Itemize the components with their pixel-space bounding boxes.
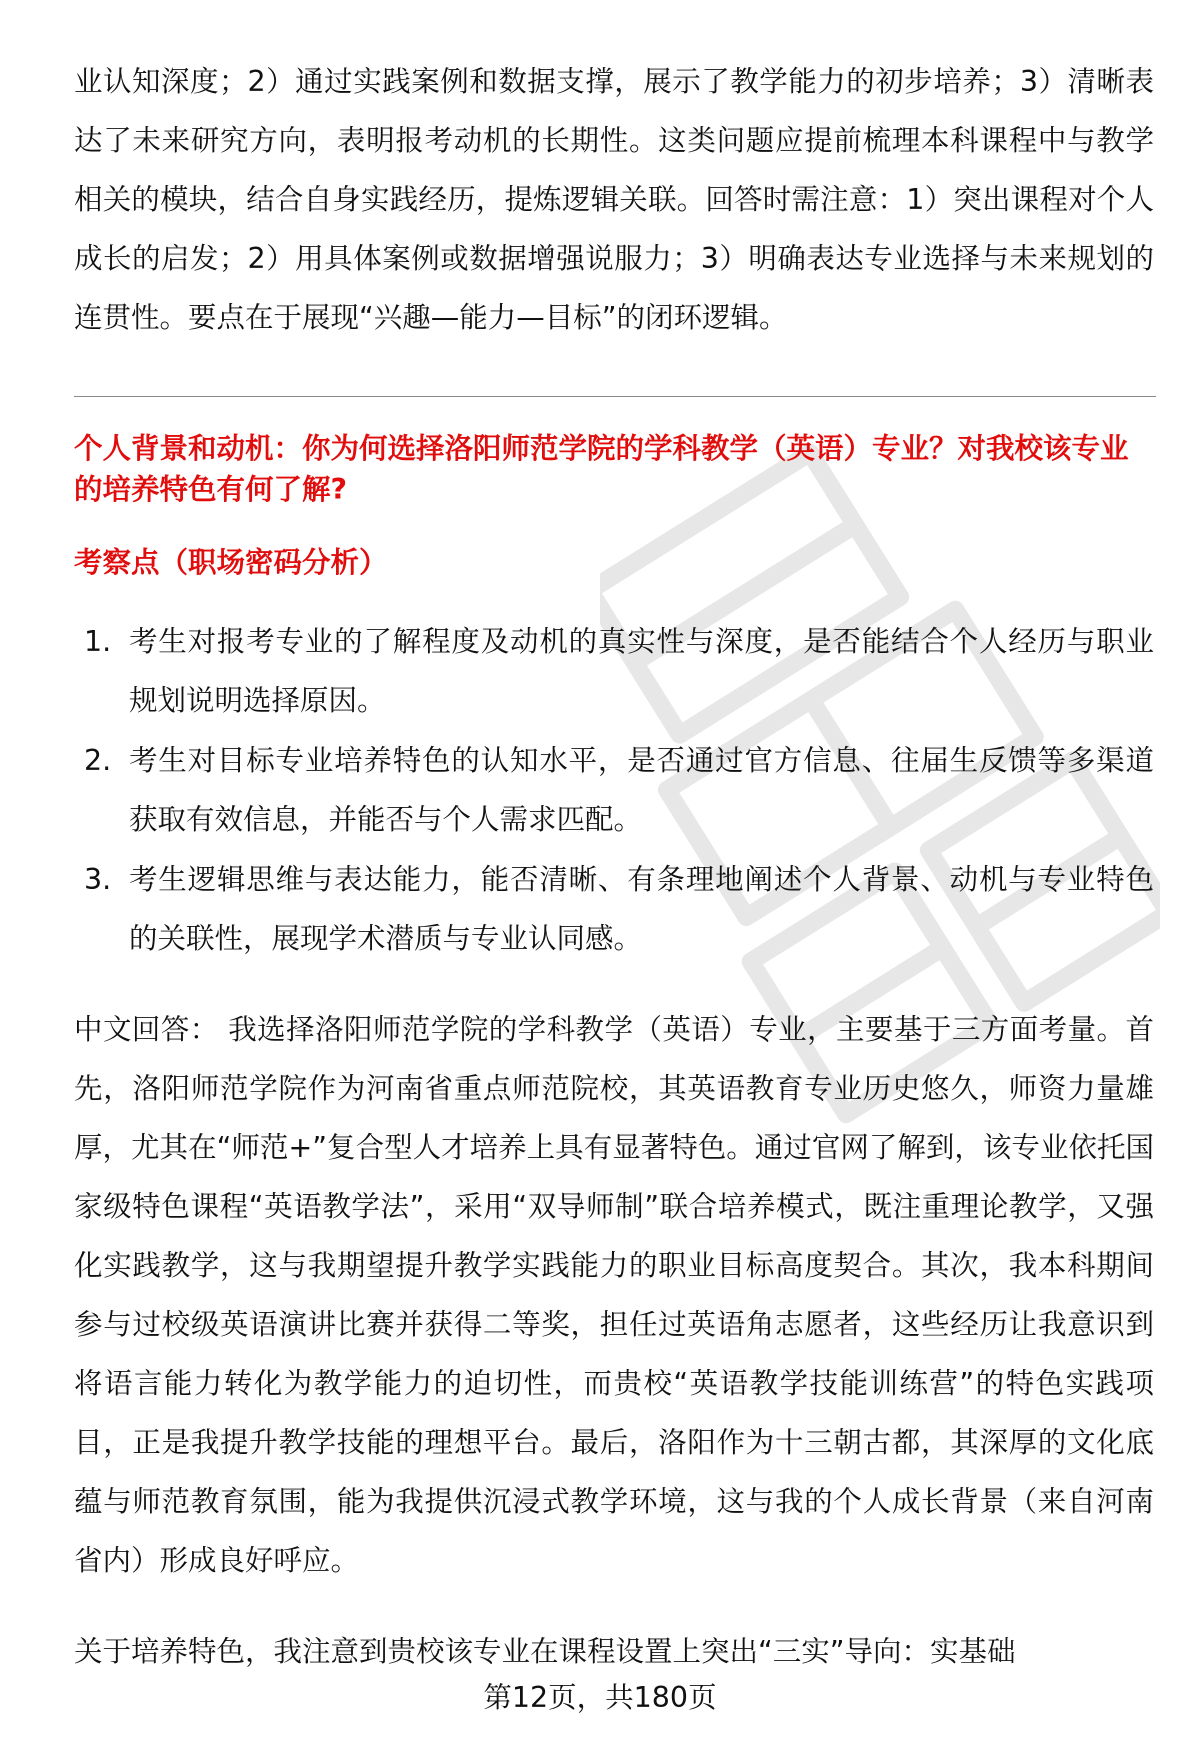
list-item-number: 3.: [84, 863, 112, 896]
answer-paragraph: 中文回答： 我选择洛阳师范学院的学科教学（英语）专业，主要基于三方面考量。首先，洛阳师范学院作为河南省重点师范院校，其英语教育专业历史悠久，师资力量雄厚，尤其在“师范+”复合型人才培养上具有显著特色。通过官网了解到，该专业依托国家级特色课程“英语教学法”，采用“双导师制”联合培养模式，既注重理论教学，又强化实践教学，这与我期望提升教学实践能力的职业目标高度契合。其次，我本科期间参与过校级英语演讲比赛并获得二等奖，担任过英语角志愿者，这些经历让我意识到将语言能力转化为教学能力的迫切性，而贵校“英语教学技能训练营”的特色实践项目，正是我提升教学技能的理想平台。最后，洛阳作为十三朝古都，其深厚的文化底蕴与师范教育氛围，能为我提供沉浸式教学环境，这与我的个人成长背景（来自河南省内）形成良好呼应。: [74, 1013, 1154, 1577]
list-item-number: 2.: [84, 744, 112, 777]
page-number-footer: 第12页，共180页: [483, 1681, 717, 1714]
assessment-points-heading: 考察点（职场密码分析）: [74, 546, 388, 579]
list-item-number: 1.: [84, 625, 112, 658]
list-item-text: 考生对报考专业的了解程度及动机的真实性与深度，是否能结合个人经历与职业规划说明选择原因。: [129, 625, 1154, 717]
list-item-text: 考生逻辑思维与表达能力，能否清晰、有条理地阐述个人背景、动机与专业特色的关联性，展现学术潜质与专业认同感。: [129, 863, 1154, 955]
list-item: [74, 731, 1154, 849]
training-traits-paragraph: 关于培养特色，我注意到贵校该专业在课程设置上突出“三实”导向：实基础: [74, 1635, 1016, 1668]
list-item: [74, 850, 1154, 968]
list-item-text: 考生对目标专业培养特色的认知水平，是否通过官方信息、往届生反馈等多渠道获取有效信息，并能否与个人需求匹配。: [129, 744, 1154, 836]
section-divider: [74, 396, 1156, 397]
list-item: [74, 612, 1154, 730]
question-heading: 个人背景和动机：你为何选择洛阳师范学院的学科教学（英语）专业？对我校该专业的培养特色有何了解?: [74, 432, 1129, 506]
intro-paragraph: 业认知深度；2）通过实践案例和数据支撑，展示了教学能力的初步培养；3）清晰表达了未来研究方向，表明报考动机的长期性。这类问题应提前梳理本科课程中与教学相关的模块，结合自身实践经历，提炼逻辑关联。回答时需注意：1）突出课程对个人成长的启发；2）用具体案例或数据增强说服力；3）明确表达专业选择与未来规划的连贯性。要点在于展现“兴趣—能力—目标”的闭环逻辑。: [74, 65, 1154, 334]
assessment-points-list: [74, 612, 1154, 969]
